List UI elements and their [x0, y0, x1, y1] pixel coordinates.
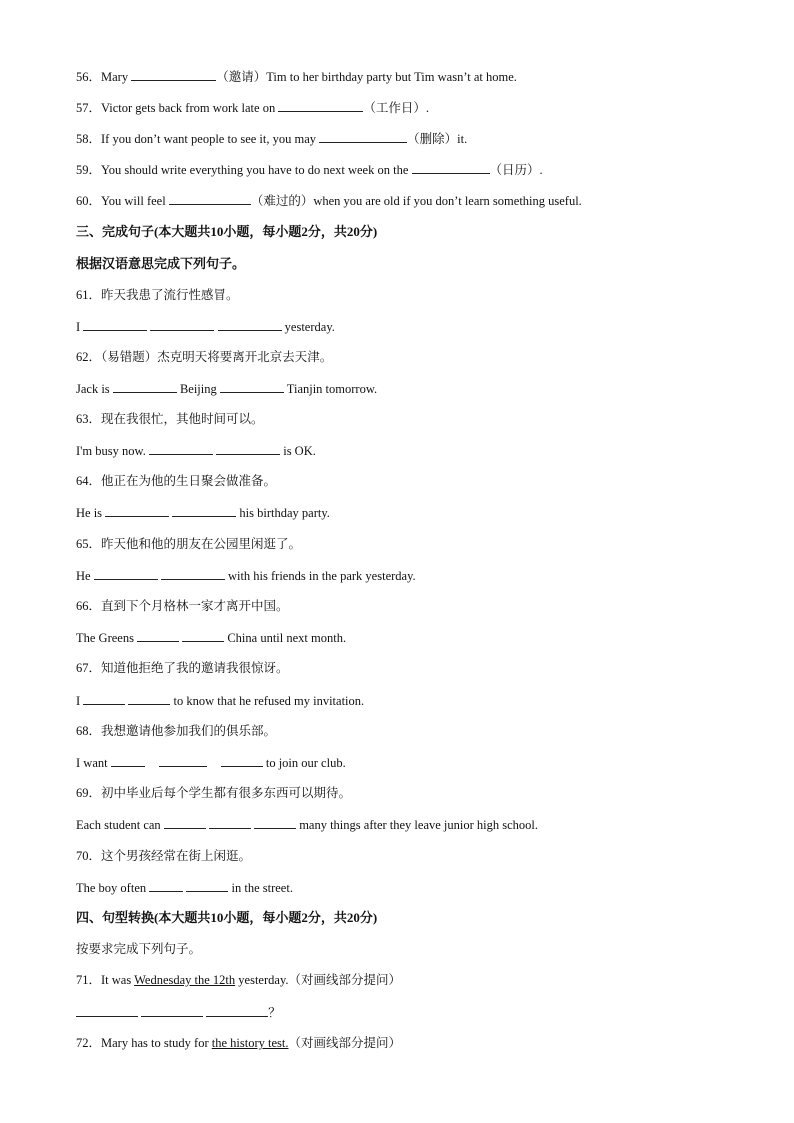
- text-segment: The boy often: [76, 881, 150, 895]
- text-line: [76, 318, 754, 335]
- text-segment: to join our club.: [262, 756, 346, 770]
- text-line: [76, 411, 754, 427]
- text-line: [76, 629, 754, 646]
- text-segment: 62．（易错题）杰克明天将要离开北京去天津。: [76, 350, 333, 364]
- text-line: [76, 99, 754, 116]
- text-line: [76, 660, 754, 676]
- text-segment: 68．我想邀请他参加我们的俱乐部。: [76, 724, 277, 738]
- answer-blank[interactable]: [128, 692, 170, 705]
- text-segment: He: [76, 569, 94, 583]
- text-segment: 71．It was: [76, 973, 135, 987]
- answer-blank[interactable]: [169, 192, 251, 205]
- text-segment: with his friends in the park yesterday.: [224, 569, 416, 583]
- text-line: [76, 380, 754, 397]
- answer-blank[interactable]: [412, 161, 490, 174]
- text-line: [76, 972, 754, 988]
- text-segment: 56．Mary: [76, 70, 132, 84]
- text-line: [76, 879, 754, 896]
- text-segment: yesterday.（对画线部分提问）: [235, 973, 402, 987]
- answer-blank[interactable]: [221, 754, 263, 767]
- answer-blank[interactable]: [220, 380, 284, 393]
- text-segment: 65．昨天他和他的朋友在公园里闲逛了。: [76, 537, 302, 551]
- text-segment: Jack is: [76, 382, 113, 396]
- text-segment: 70．这个男孩经常在街上闲逛。: [76, 849, 252, 863]
- text-line: [76, 287, 754, 303]
- text-line: [76, 536, 754, 552]
- text-segment: 三、完成句子(本大题共10小题，每小题2分，共20分): [76, 224, 378, 239]
- text-segment: 69．初中毕业后每个学生都有很多东西可以期待。: [76, 786, 352, 800]
- text-segment: 57．Victor gets back from work late on: [76, 101, 279, 115]
- text-segment: China until next month.: [224, 631, 347, 645]
- text-segment: 72．Mary has to study for: [76, 1036, 212, 1050]
- text-line: [76, 473, 754, 489]
- answer-blank[interactable]: [164, 816, 206, 829]
- text-segment: 67．知道他拒绝了我的邀请我很惊讶。: [76, 661, 289, 675]
- text-line: [76, 785, 754, 801]
- section-heading: [76, 910, 754, 926]
- text-segment: 根据汉语意思完成下列句子。: [76, 256, 246, 271]
- answer-blank[interactable]: [76, 1004, 138, 1017]
- answer-blank[interactable]: [94, 567, 158, 580]
- text-segment: yesterday.: [281, 320, 335, 334]
- text-line: [76, 192, 754, 209]
- answer-blank[interactable]: [113, 380, 177, 393]
- answer-blank[interactable]: [216, 442, 280, 455]
- text-line: [76, 598, 754, 614]
- section-heading: [76, 224, 754, 240]
- text-segment: his birthday party.: [236, 506, 330, 520]
- text-line: [76, 567, 754, 584]
- text-segment: The Greens: [76, 631, 138, 645]
- text-segment: （对画线部分提问）: [288, 1036, 401, 1050]
- text-line: [76, 504, 754, 521]
- text-line: [76, 941, 754, 957]
- answer-blank[interactable]: [319, 130, 407, 143]
- answer-blank[interactable]: [254, 816, 296, 829]
- text-segment: 61．昨天我患了流行性感冒。: [76, 288, 239, 302]
- answer-blank[interactable]: [111, 754, 145, 767]
- answer-blank[interactable]: [137, 629, 179, 642]
- text-segment: （难过的）when you are old if you don’t learn something useful.: [250, 194, 582, 208]
- text-line: [76, 754, 754, 771]
- text-segment: （邀请）Tim to her birthday party but Tim wasn’t at home.: [216, 70, 517, 84]
- text-line: [76, 130, 754, 147]
- text-segment: 63．现在我很忙，其他时间可以。: [76, 412, 264, 426]
- underlined-phrase: the history test.: [211, 1036, 289, 1050]
- text-segment: Tianjin tomorrow.: [283, 382, 378, 396]
- text-line: [76, 692, 754, 709]
- text-segment: many things after they leave junior high school.: [296, 818, 539, 832]
- text-line: [76, 349, 754, 365]
- text-segment: 59．You should write everything you have to do next week on the: [76, 163, 412, 177]
- text-segment: He is: [76, 506, 106, 520]
- answer-blank[interactable]: [150, 318, 214, 331]
- text-segment: Each student can: [76, 818, 164, 832]
- text-segment: 按要求完成下列句子。: [76, 942, 202, 956]
- answer-blank[interactable]: [172, 504, 236, 517]
- text-segment: I: [76, 320, 84, 334]
- section-heading: [76, 256, 754, 272]
- answer-blank[interactable]: [206, 1004, 268, 1017]
- text-line: [76, 442, 754, 459]
- text-segment: to know that he refused my invitation.: [170, 694, 365, 708]
- text-line: [76, 68, 754, 85]
- text-segment: ？: [268, 1006, 281, 1020]
- text-segment: I: [76, 694, 84, 708]
- text-segment: 66．直到下个月格林一家才离开中国。: [76, 599, 289, 613]
- answer-blank[interactable]: [161, 567, 225, 580]
- text-segment: I want: [76, 756, 111, 770]
- answer-blank[interactable]: [131, 68, 216, 81]
- text-line: [76, 723, 754, 739]
- text-segment: 58．If you don’t want people to see it, you may: [76, 132, 320, 146]
- answer-blank[interactable]: [83, 692, 125, 705]
- text-line: [76, 161, 754, 178]
- answer-blank[interactable]: [149, 442, 213, 455]
- text-segment: Beijing: [176, 382, 220, 396]
- answer-blank[interactable]: [105, 504, 169, 517]
- text-line: [76, 1035, 754, 1051]
- answer-blank[interactable]: [141, 1004, 203, 1017]
- answer-blank[interactable]: [182, 629, 224, 642]
- text-segment: I'm busy now.: [76, 444, 149, 458]
- text-segment: （工作日）.: [363, 101, 429, 115]
- text-segment: （删除）it.: [407, 132, 468, 146]
- answer-blank[interactable]: [83, 318, 147, 331]
- answer-blank[interactable]: [218, 318, 282, 331]
- answer-blank[interactable]: [159, 754, 207, 767]
- text-segment: in the street.: [228, 881, 293, 895]
- underlined-phrase: Wednesday the 12th: [134, 973, 236, 987]
- answer-blank[interactable]: [278, 99, 363, 112]
- text-segment: 60．You will feel: [76, 194, 169, 208]
- answer-blank[interactable]: [149, 879, 183, 892]
- answer-blank[interactable]: [186, 879, 228, 892]
- text-line: [76, 1004, 754, 1021]
- answer-blank[interactable]: [209, 816, 251, 829]
- text-line: [76, 816, 754, 833]
- text-segment: （日历）.: [489, 163, 543, 177]
- text-segment: 四、句型转换(本大题共10小题，每小题2分，共20分): [76, 910, 378, 925]
- text-line: [76, 848, 754, 864]
- text-segment: is OK.: [280, 444, 316, 458]
- text-segment: 64．他正在为他的生日聚会做准备。: [76, 474, 277, 488]
